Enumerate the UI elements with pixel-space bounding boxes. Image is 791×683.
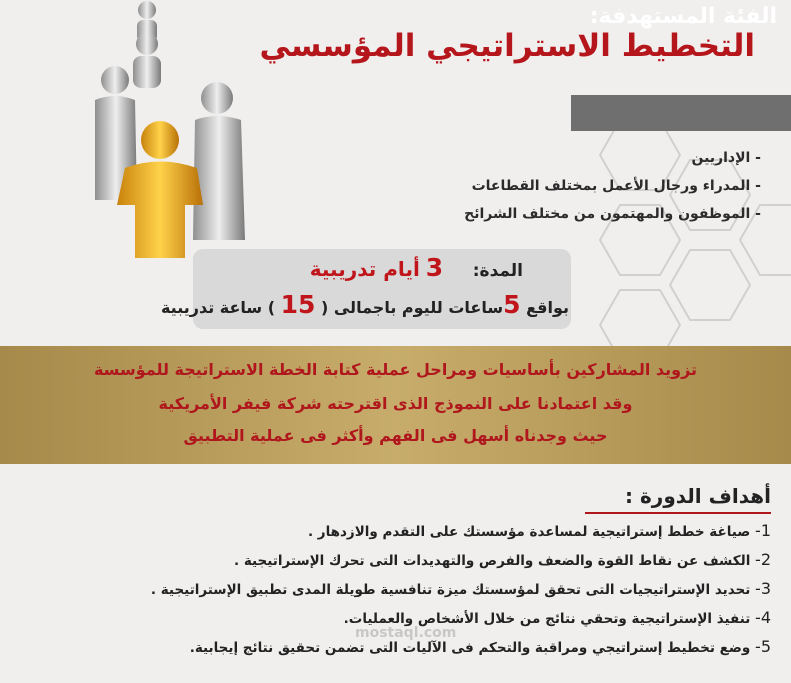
target-audience-header [571,95,791,131]
duration-hours-per-day: 5 [503,290,521,319]
objective-text: وضع تخطيط إستراتيجي ومراقبة والتحكم فى الآليات التى تضمن تحقيق نتائج إيجابية. [189,640,756,656]
objective-text: الكشف عن نقاط القوة والضعف والفرص والتهديدات التى تحرك الإستراتيجية . [233,553,756,569]
objective-text: تحديد الإستراتيجيات التى تحقق لمؤسستك ميزة تنافسية طويلة المدى تطبيق الإستراتيجية . [150,582,756,598]
description-line-2: وقد اعتمادنا على النموذج الذى اقترحته شركة فيفر الأمريكية [158,394,633,413]
objective-number: 4- [755,608,771,627]
list-item [71,574,771,603]
target-audience-title: الفئة المستهدفة: [589,4,777,29]
duration-per-day-text: ساعات لليوم باجمالى ( [320,298,504,317]
list-item [71,545,771,574]
list-item: - الإداريين [691,150,761,166]
objective-number: 1- [755,521,771,540]
objective-text: تنفيذ الإستراتيجية وتحقي نتائج من خلال الأشخاص والعمليات. [343,611,756,627]
duration-days [310,253,523,282]
list-item [71,516,771,545]
objective-number: 3- [755,579,771,598]
objective-text: صياغة خطط إستراتيجية لمساعدة مؤسستك على التقدم والازدهار . [307,524,756,540]
target-audience-list [341,144,761,228]
objective-number: 2- [755,550,771,569]
duration-total-hours: 15 [280,290,316,319]
duration-days-number: 3 [425,253,444,282]
duration-days-text: أيام تدريبية [309,257,420,281]
list-item: - المدراء ورجال الأعمل بمختلف القطاعات [471,178,761,194]
watermark: mostaql.com [355,625,457,641]
page-title: التخطيط الاستراتيجي المؤسسي [259,28,755,64]
team-leader-illustration [85,0,270,258]
duration-suffix: ) ساعة تدريبية [160,298,276,317]
objective-number: 5- [755,637,771,656]
objectives-title: أهداف الدورة : [625,484,771,508]
duration-label: المدة: [472,261,523,281]
duration-hours [161,290,569,319]
description-line-1: تزويد المشاركين بأساسيات ومراحل عملية كتابة الخطة الاستراتيجة للمؤسسة [93,360,698,379]
list-item: - الموظفون والمهتمون من مختلف الشرائح [464,206,761,222]
objectives-underline [585,512,771,514]
duration-prefix: بواقع [526,298,569,317]
description-line-3: حيث وجدناه أسهل فى الفهم وأكثر فى عملية التطبيق [183,426,608,445]
